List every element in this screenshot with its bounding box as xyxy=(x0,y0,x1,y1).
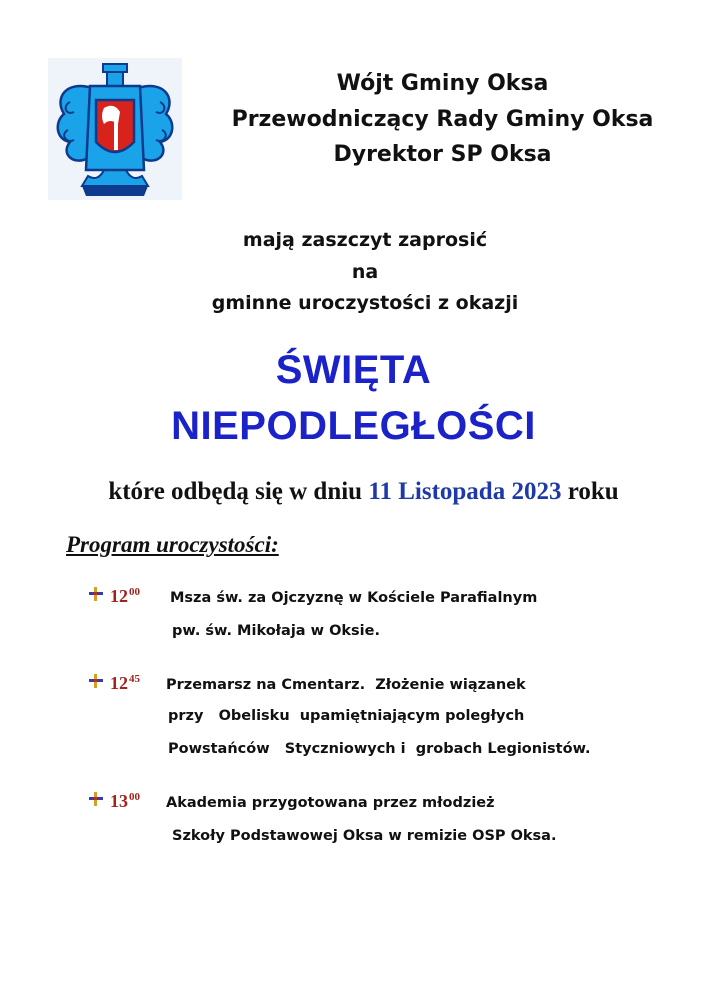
program-item-text-line: Powstańców Styczniowych i grobach Legionistów. xyxy=(168,741,591,757)
program-heading: Program uroczystości: xyxy=(66,532,279,557)
title-line-1: ŚWIĘTA xyxy=(275,348,432,392)
program-item-text-line: Przemarsz na Cmentarz. Złożenie wiązanek xyxy=(166,677,526,693)
program-item-text-line: przy Obelisku upamiętniającym poległych xyxy=(168,708,525,724)
invitation-line-2: na xyxy=(351,261,379,283)
header-line-mayor: Wójt Gminy Oksa xyxy=(336,71,549,96)
event-date-line xyxy=(0,478,707,506)
program-item-bullet-icon xyxy=(88,673,104,693)
title-line-2: NIEPODLEGŁOŚCI xyxy=(171,404,536,448)
invitation-line-3: gminne uroczystości z okazji xyxy=(211,292,519,314)
program-item-time xyxy=(110,791,140,812)
program-item-hour: 12 xyxy=(110,673,128,693)
program-item-minute: 00 xyxy=(129,791,140,803)
program-item-minute: 00 xyxy=(129,586,140,598)
header-line-school-director: Dyrektor SP Oksa xyxy=(333,142,552,167)
coat-of-arms-logo xyxy=(48,58,182,200)
crest-icon xyxy=(48,58,182,200)
event-date: 11 Listopada 2023 xyxy=(368,478,562,505)
program-item-text-line: Msza św. za Ojczyznę w Kościele Parafialnym xyxy=(170,590,538,606)
header-line-council-chairman: Przewodniczący Rady Gminy Oksa xyxy=(231,107,654,132)
program-item-hour: 12 xyxy=(110,586,128,606)
program-item-minute: 45 xyxy=(129,673,140,685)
date-line-prefix: które odbędą się w dniu xyxy=(108,478,369,505)
program-item-text-line: Akademia przygotowana przez młodzież xyxy=(166,795,495,811)
program-item-time xyxy=(110,673,140,694)
program-item-text-line: pw. św. Mikołaja w Oksie. xyxy=(172,623,380,639)
program-item-hour: 13 xyxy=(110,791,128,811)
invitation-line-1: mają zaszczyt zaprosić xyxy=(242,229,488,251)
program-item-time xyxy=(110,586,140,607)
program-item-bullet-icon xyxy=(88,791,104,811)
program-item-bullet-icon xyxy=(88,586,104,606)
program-item-text-line: Szkoły Podstawowej Oksa w remizie OSP Oksa. xyxy=(172,828,557,844)
date-line-suffix: roku xyxy=(561,478,619,505)
